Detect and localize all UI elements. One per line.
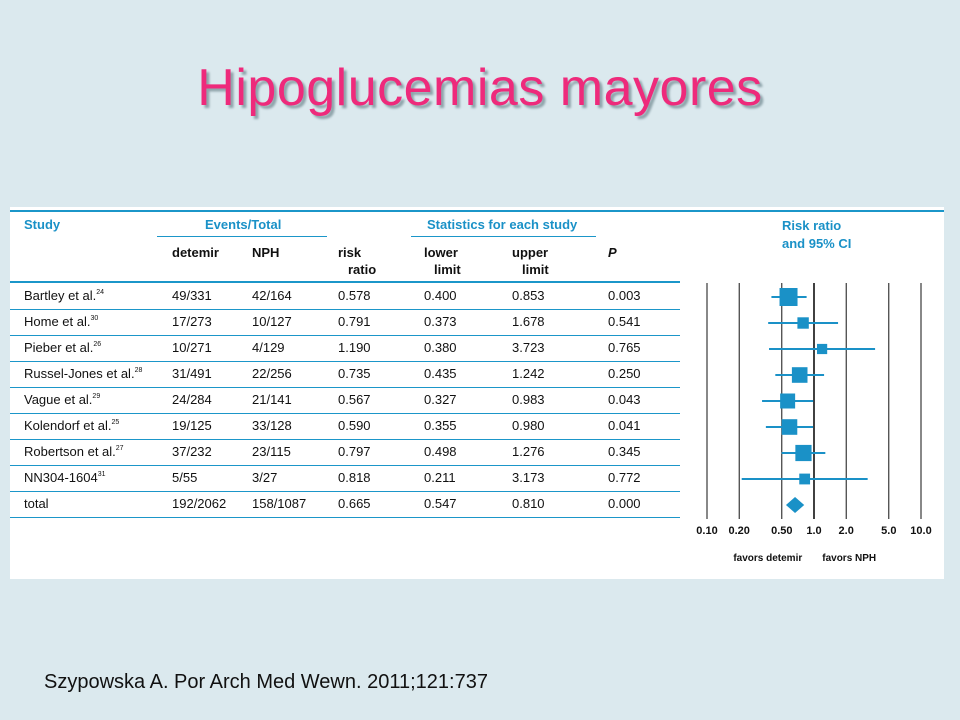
cell-rr: 0.567: [338, 392, 371, 407]
cell-p: 0.772: [608, 470, 641, 485]
cell-nph: 33/128: [252, 418, 292, 433]
header-study: Study: [24, 217, 61, 232]
cell-lower: 0.355: [424, 418, 457, 433]
cell-rr: 0.665: [338, 496, 371, 511]
study-reference: 29: [92, 393, 101, 400]
slide-title: Hipoglucemias mayores: [197, 59, 763, 117]
cell-nph: 21/141: [252, 392, 292, 407]
study-reference: 27: [115, 445, 124, 452]
header-nph: NPH: [252, 245, 280, 260]
cell-rr: 1.190: [338, 340, 371, 355]
study-reference: 26: [93, 341, 102, 348]
cell-lower: 0.547: [424, 496, 457, 511]
cell-upper: 3.173: [512, 470, 545, 485]
cell-upper: 0.853: [512, 288, 545, 303]
cell-upper: 1.276: [512, 444, 545, 459]
cell-detemir: 10/271: [172, 340, 212, 355]
tick-label: 1.0: [806, 525, 822, 537]
cell-lower: 0.400: [424, 288, 457, 303]
cell-lower: 0.327: [424, 392, 457, 407]
cell-nph: 10/127: [252, 314, 292, 329]
study-name: Bartley et al.: [24, 288, 97, 303]
study-marker: [780, 394, 795, 409]
study-reference: 28: [134, 367, 143, 374]
cell-rr: 0.590: [338, 418, 371, 433]
study-name: Pieber et al.: [24, 340, 94, 355]
study-marker: [817, 344, 827, 354]
cell-p: 0.765: [608, 340, 641, 355]
study-marker: [799, 474, 810, 485]
tick-label: 2.0: [838, 525, 854, 537]
header-risk-ratio-line1: risk: [338, 245, 362, 260]
cell-detemir: 5/55: [172, 470, 198, 485]
cell-p: 0.043: [608, 392, 641, 407]
cell-p: 0.345: [608, 444, 641, 459]
cell-upper: 1.678: [512, 314, 545, 329]
header-lower-line1: lower: [424, 245, 458, 260]
cell-rr: 0.797: [338, 444, 371, 459]
study-name: Robertson et al.: [24, 444, 116, 459]
study-reference: 25: [111, 419, 120, 426]
cell-p: 0.003: [608, 288, 641, 303]
cell-lower: 0.498: [424, 444, 457, 459]
header-p-value: P: [608, 245, 617, 260]
study-marker: [797, 317, 808, 328]
cell-lower: 0.373: [424, 314, 457, 329]
study-name: Home et al.: [24, 314, 91, 329]
cell-upper: 1.242: [512, 366, 545, 381]
header-upper-line1: upper: [512, 245, 549, 260]
study-marker: [780, 288, 798, 306]
cell-nph: 22/256: [252, 366, 292, 381]
study-marker: [795, 445, 811, 461]
cell-rr: 0.791: [338, 314, 371, 329]
tick-label: 0.50: [771, 525, 793, 537]
favors-nph-label: favors NPH: [822, 553, 877, 564]
cell-rr: 0.735: [338, 366, 371, 381]
header-detemir: detemir: [172, 245, 219, 260]
cell-upper: 0.983: [512, 392, 545, 407]
cell-detemir: 17/273: [172, 314, 212, 329]
cell-rr: 0.818: [338, 470, 371, 485]
cell-detemir: 19/125: [172, 418, 212, 433]
cell-lower: 0.380: [424, 340, 457, 355]
cell-upper: 3.723: [512, 340, 545, 355]
cell-upper: 0.810: [512, 496, 545, 511]
study-reference: 31: [97, 471, 106, 478]
study-name: NN304-1604: [24, 470, 98, 485]
cell-nph: 3/27: [252, 470, 278, 485]
study-name: Kolendorf et al.: [24, 418, 112, 433]
cell-lower: 0.211: [424, 470, 456, 485]
cell-p: 0.041: [608, 418, 641, 433]
cell-nph: 158/1087: [252, 496, 307, 511]
study-marker: [782, 419, 798, 435]
header-events-total: Events/Total: [205, 217, 282, 232]
cell-rr: 0.578: [338, 288, 371, 303]
total-diamond: [786, 497, 804, 513]
header-upper-line2: limit: [522, 262, 549, 277]
citation: Szypowska A. Por Arch Med Wewn. 2011;121:737: [44, 671, 488, 693]
study-name: Russel-Jones et al.: [24, 366, 135, 381]
tick-label: 0.20: [728, 525, 750, 537]
header-lower-line2: limit: [434, 262, 461, 277]
cell-p: 0.250: [608, 366, 641, 381]
study-name: total: [24, 496, 49, 511]
favors-detemir-label: favors detemir: [733, 553, 803, 564]
header-statistics: Statistics for each study: [427, 217, 578, 232]
cell-lower: 0.435: [424, 366, 457, 381]
cell-detemir: 31/491: [172, 366, 212, 381]
study-marker: [792, 367, 808, 383]
cell-detemir: 37/232: [172, 444, 212, 459]
cell-nph: 4/129: [252, 340, 285, 355]
cell-nph: 42/164: [252, 288, 292, 303]
tick-label: 10.0: [910, 525, 932, 537]
header-risk-ratio-line2: ratio: [348, 262, 377, 277]
cell-nph: 23/115: [252, 444, 291, 459]
header-risk-ratio-ci-line2: and 95% CI: [782, 236, 852, 251]
cell-detemir: 49/331: [172, 288, 212, 303]
study-reference: 24: [96, 289, 105, 296]
tick-label: 0.10: [696, 525, 718, 537]
tick-label: 5.0: [881, 525, 897, 537]
cell-p: 0.000: [608, 496, 641, 511]
cell-upper: 0.980: [512, 418, 545, 433]
cell-detemir: 24/284: [172, 392, 212, 407]
study-name: Vague et al.: [24, 392, 93, 407]
study-reference: 30: [90, 315, 99, 322]
cell-detemir: 192/2062: [172, 496, 227, 511]
cell-p: 0.541: [608, 314, 641, 329]
header-risk-ratio-ci-line1: Risk ratio: [782, 218, 842, 233]
